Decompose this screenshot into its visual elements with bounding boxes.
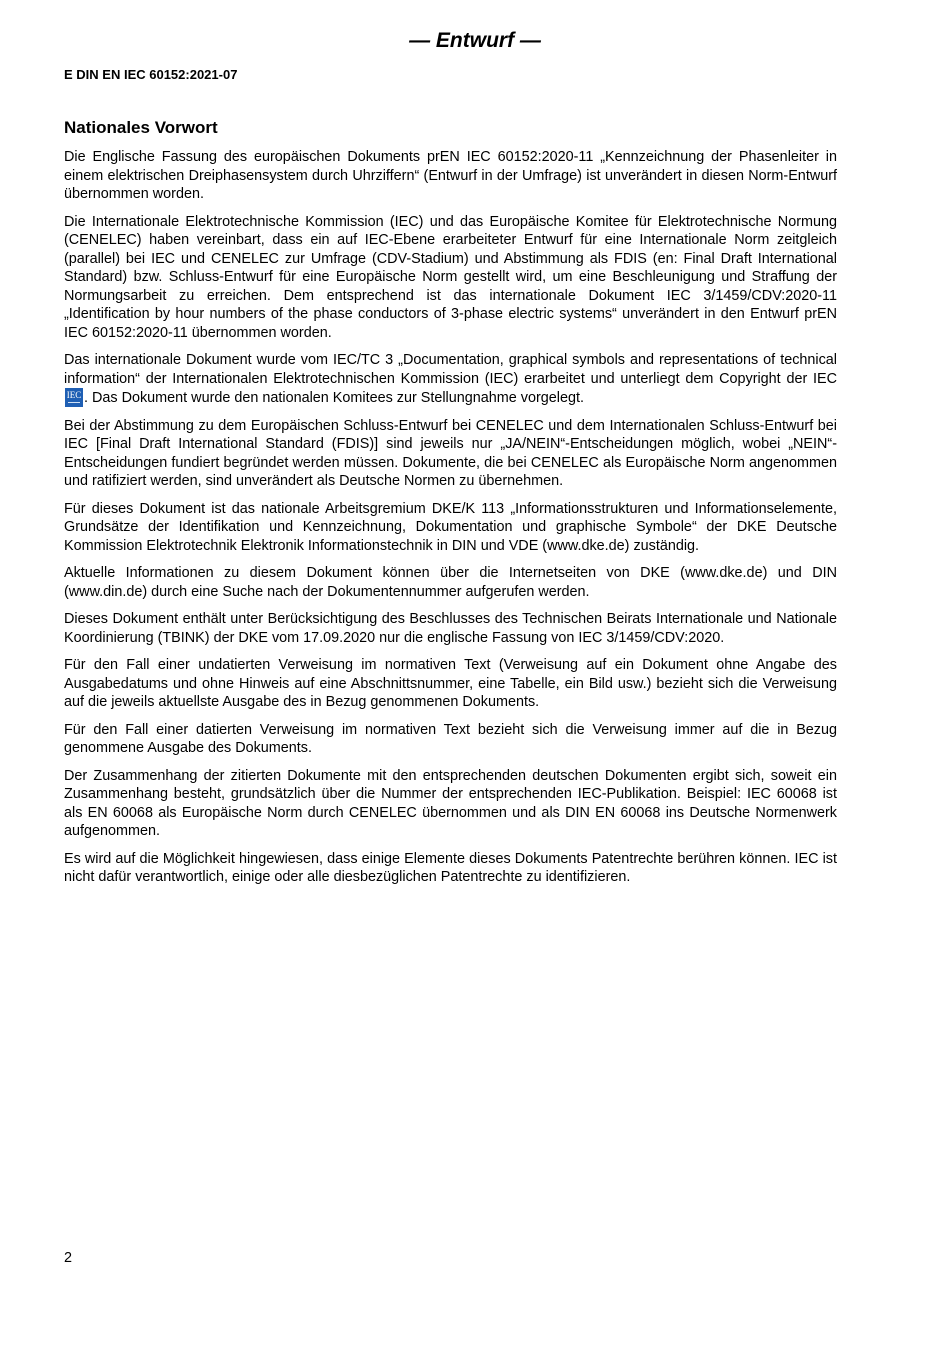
paragraph: Für dieses Dokument ist das nationale Arbeitsgremium DKE/K 113 „Informationsstrukturen und Informationselemente, Grundsätze der Identifikation und Kennzeichnung, Dokumentation und graphische Symbole“ der DKE Deutsche Kommission Elektrotechnik Elektronik Informationstechnik in DIN und VDE (www.dke.de) zuständig. <box>64 500 837 554</box>
paragraph: Für den Fall einer undatierten Verweisung im normativen Text (Verweisung auf ein Dokument ohne Angabe des Ausgabedatums und ohne Hinweis auf eine Abschnittsnummer, eine Tabelle, ein Bild usw.) bezieht sich die Verweisung auf die jeweils aktuellste Ausgabe des in Bezug genommenen Dokuments. <box>64 657 837 710</box>
document-identifier: E DIN EN IEC 60152:2021-07 <box>64 67 238 82</box>
paragraph: Für den Fall einer datierten Verweisung im normativen Text bezieht sich die Verweisung immer auf die in Bezug genommene Ausgabe des Dokuments. <box>64 721 837 756</box>
draft-watermark: — Entwurf — <box>409 29 541 52</box>
section-title: Nationales Vorwort <box>64 118 218 137</box>
copyright-paragraph <box>64 351 837 408</box>
iec-logo-icon <box>65 388 83 407</box>
paragraph: Aktuelle Informationen zu diesem Dokument können über die Internetseiten von DKE (www.dke.de) und DIN (www.din.de) durch eine Suche nach der Dokumentennummer aufgerufen werden. <box>64 565 837 600</box>
paragraph: Die Internationale Elektrotechnische Kommission (IEC) und das Europäische Komitee für Elektrotechnische Normung (CENELEC) haben vereinbart, dass ein auf IEC-Ebene erarbeiteter Entwurf für eine Internationale Norm zeitgleich (parallel) bei IEC und CENELEC zur Umfrage (CDV-Stadium) und Abstimmung als FDIS (en: Final Draft International Standard) bzw. Schluss-Entwurf für eine Europäische Norm gestellt wird, um eine Beschleunigung und Straffung der Normungsarbeit zu erreichen. Dem entsprechend ist das internationale Dokument IEC 3/1459/CDV:2020-11 „Identification by hour numbers of the phase conductors of 3-phase electric systems“ unverändert in den Entwurf prEN IEC 60152:2020-11 übernommen worden. <box>64 213 837 341</box>
copyright-text-after: . Das Dokument wurde den nationalen Komitees zur Stellungnahme vorgelegt. <box>84 390 584 406</box>
paragraph: Es wird auf die Möglichkeit hingewiesen, dass einige Elemente dieses Dokuments Patentrechte berühren können. IEC ist nicht dafür verantwortlich, einige oder alle diesbezüglichen Patentrechte zu identifizieren. <box>64 850 837 885</box>
copyright-text-before: Das internationale Dokument wurde vom IEC/TC 3 „Documentation, graphical symbols and representations of technical information“ der Internationalen Elektrotechnischen Kommission (IEC) erarbeitet und unterliegt dem Copyright der IEC <box>64 352 837 387</box>
iec-logo-text: IEC <box>66 390 82 400</box>
paragraph: Der Zusammenhang der zitierten Dokumente mit den entsprechenden deutschen Dokumenten ergibt sich, soweit ein Zusammenhang besteht, grundsätzlich über die Nummer der entsprechenden IEC-Publikation. Beispiel: IEC 60068 ist als EN 60068 als Europäische Norm durch CENELEC übernommen und als DIN EN 60068 ins Deutsche Normenwerk aufgenommen. <box>64 767 837 839</box>
page-number: 2 <box>64 1250 73 1266</box>
foreword-body <box>64 148 837 896</box>
paragraph: Die Englische Fassung des europäischen Dokuments prEN IEC 60152:2020-11 „Kennzeichnung der Phasenleiter in einem elektrischen Dreiphasensystem durch Uhrziffern“ (Entwurf in der Umfrage) ist unverändert in diesen Norm-Entwurf übernommen worden. <box>64 149 837 202</box>
paragraph: Bei der Abstimmung zu dem Europäischen Schluss-Entwurf bei CENELEC und dem Internationalen Schluss-Entwurf bei IEC [Final Draft International Standard (FDIS)] sind jeweils nur „JA/NEIN“-Entscheidungen möglich, wobei „NEIN“-Entscheidungen fundiert begründet werden müssen. Dokumente, die bei CENELEC als Europäische Norm angenommen und ratifiziert werden, sind unverändert als Deutsche Normen zu übernehmen. <box>64 417 837 489</box>
paragraph: Dieses Dokument enthält unter Berücksichtigung des Beschlusses des Technischen Beirats Internationale und Nationale Koordinierung (TBINK) der DKE vom 17.09.2020 nur die englische Fassung von IEC 3/1459/CDV:2020. <box>64 611 837 646</box>
